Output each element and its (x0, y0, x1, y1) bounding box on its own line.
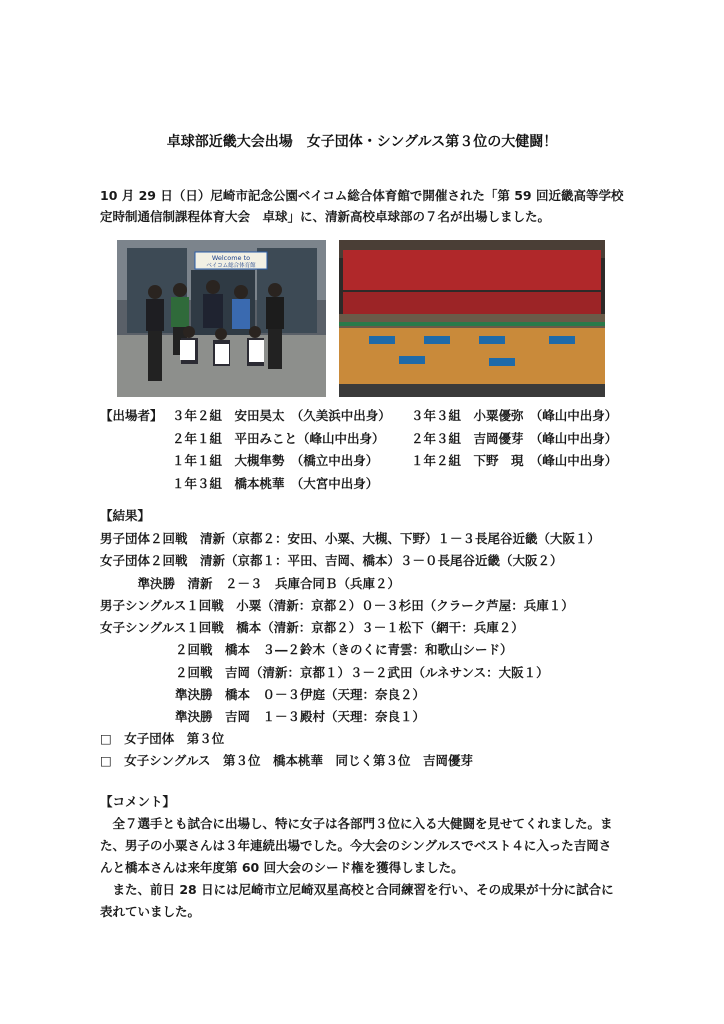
participant-4a: １年３組 橋本桃華 （大宮中出身） (172, 476, 379, 491)
comment-line: た、男子の小粟さんは３年連続出場でした。今大会のシングルスでベスト４に入った吉岡さ (100, 838, 612, 853)
welcome-sign-line1: Welcome to (211, 254, 251, 262)
article-title: 卓球部近畿大会出場 女子団体・シングルス第３位の大健闘！ (166, 134, 558, 150)
result-line: 準決勝 清新 ２－３ 兵庫合同Ｂ（兵庫２） (100, 576, 401, 591)
gymnasium-photo (339, 240, 605, 397)
result-line: 女子シングルス１回戦 橋本（清新：京都２）３－１松下（網干：兵庫２） (100, 620, 524, 635)
result-line: 女子団体２回戦 清新（京都１：平田、吉岡、橋本）３－０長尾谷近畿（大阪２） (100, 553, 563, 568)
intro-line-1: 10 月 29 日（日）尼崎市記念公園ベイコム総合体育館で開催された「第 59 回近畿高等学校 (100, 188, 624, 203)
participant-1a: ３年２組 安田昊太 （久美浜中出身） (172, 408, 391, 423)
participant-2b: ２年３組 吉岡優芽 （峰山中出身） (411, 431, 618, 446)
participant-2a: ２年１組 平田みこと（峰山中出身） (172, 431, 385, 446)
award-line: □ 女子シングルス 第３位 橋本桃華 同じく第３位 吉岡優芽 (100, 753, 473, 768)
award-line: □ 女子団体 第３位 (100, 731, 225, 746)
comment-line: 全７選手とも試合に出場し、特に女子は各部門３位に入る大健闘を見せてくれました。ま (100, 816, 613, 831)
result-line: 男子シングルス１回戦 小粟（清新：京都２）０－３杉田（クラーク芦屋：兵庫１） (100, 598, 574, 613)
result-line: 男子団体２回戦 清新（京都２：安田、小粟、大槻、下野）１－３長尾谷近畿（大阪１） (100, 531, 601, 546)
result-line: ２回戦 橋本 ３―２鈴木（きのくに青雲：和歌山シード） (100, 642, 513, 657)
result-line: ２回戦 吉岡（清新：京都１）３－２武田（ルネサンス：大阪１） (100, 665, 549, 680)
participant-3a: １年１組 大槻隼勢 （橋立中出身） (172, 453, 379, 468)
results-label: 【結果】 (100, 508, 151, 523)
comment-line: また、前日 28 日には尼崎市立尼崎双星高校と合同練習を行い、その成果が十分に試合に (100, 882, 614, 897)
intro-line-2: 定時制通信制課程体育大会 卓球」に、清新高校卓球部の７名が出場しました。 (100, 209, 551, 224)
team-photo (117, 240, 326, 397)
participant-1b: ３年３組 小粟優弥 （峰山中出身） (411, 408, 618, 423)
participant-3b: １年２組 下野 現 （峰山中出身） (411, 453, 618, 468)
participants-label: 【出場者】 (100, 408, 163, 423)
comment-line: んと橋本さんは来年度第 60 回大会のシード権を獲得しました。 (100, 860, 464, 875)
result-line: 準決勝 吉岡 １－３殿村（天理：奈良１） (100, 709, 426, 724)
comment-label: 【コメント】 (100, 794, 176, 809)
result-line: 準決勝 橋本 ０－３伊庭（天理：奈良２） (100, 687, 426, 702)
comment-line: 表れていました。 (100, 904, 201, 919)
welcome-sign-line2: ベイコム総合体育館 (206, 263, 256, 269)
